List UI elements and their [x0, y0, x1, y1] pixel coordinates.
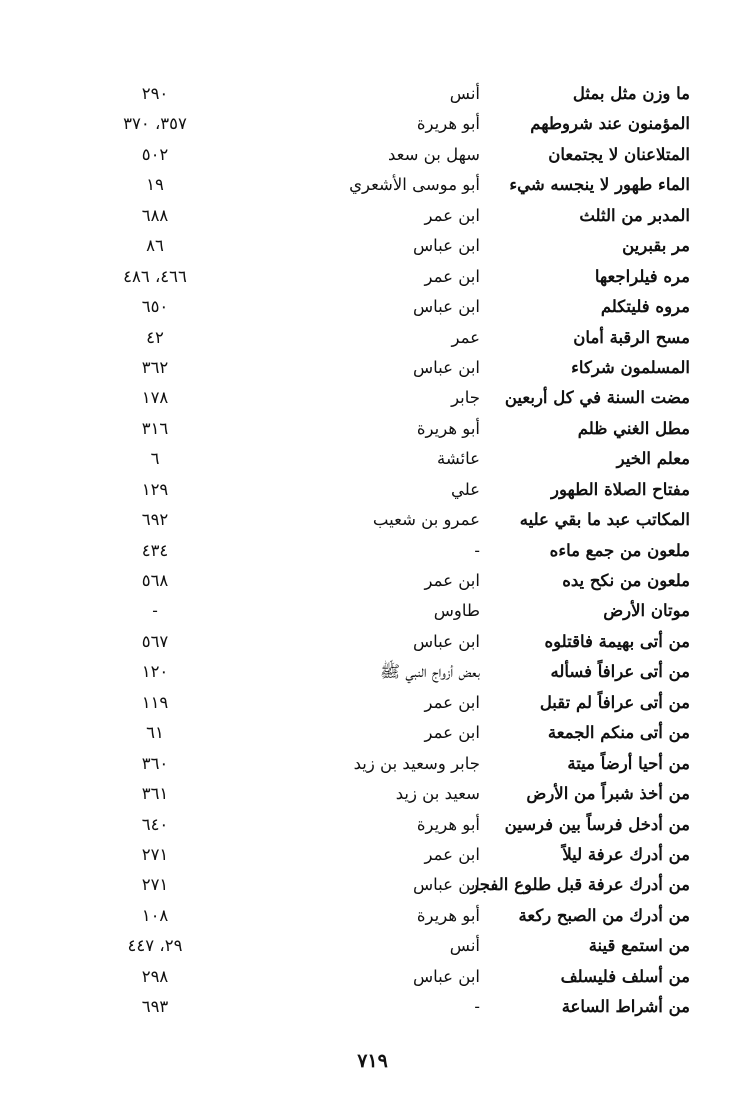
page-references: ٢٩٠: [141, 84, 169, 103]
hadith-index-table: [100, 79, 690, 1023]
page-number: ٧١٩: [357, 1050, 388, 1072]
narrator: ابن عمر: [424, 723, 480, 743]
index-row: [100, 231, 690, 261]
page-references: ٦٨٨: [141, 205, 169, 225]
narrator: ابن عمر: [424, 266, 480, 286]
narrator: ابن عباس: [413, 875, 480, 895]
narrator: أبو هريرة: [416, 418, 480, 438]
narrator: ابن عباس: [413, 357, 480, 377]
index-row: [100, 992, 690, 1022]
narrator: علي: [450, 479, 480, 499]
page-references: ٢٩٨: [141, 966, 169, 986]
index-row: [100, 749, 690, 779]
hadith-text: من أتى بهيمة فاقتلوه: [544, 631, 690, 651]
page-references: -: [152, 601, 158, 621]
hadith-text: مروه فليتكلم: [600, 297, 690, 317]
page-references: ١٧٨: [141, 388, 169, 408]
index-row: [100, 627, 690, 657]
narrator: ابن عمر: [424, 571, 480, 590]
narrator: أبو موسى الأشعري: [349, 175, 480, 195]
narrator: ابن عمر: [424, 205, 480, 225]
page-references: ٣٦٠: [141, 753, 169, 773]
page-references: ١٢٠: [141, 662, 169, 682]
hadith-text: مر بقبرين: [622, 236, 690, 256]
narrator: طاوس: [433, 601, 480, 621]
page-references: ٦٤٠: [141, 814, 169, 834]
page-references: ٦٩٣: [141, 997, 169, 1017]
hadith-text: من أدرك عرفة قبل طلوع الفجر: [470, 875, 690, 895]
index-row: [100, 657, 690, 687]
page-references: ٦٥٠: [141, 297, 169, 317]
hadith-text: من أدخل فرساً بين فرسين: [504, 814, 690, 834]
page-references: ٣٥٧، ٣٧٠: [123, 114, 187, 134]
narrator: جابر وسعيد بن زيد: [353, 753, 480, 773]
page-references: ٢٧١: [141, 844, 169, 864]
narrator: ابن عباس: [413, 631, 480, 651]
index-row: [100, 292, 690, 322]
hadith-text: المتلاعنان لا يجتمعان: [548, 144, 690, 164]
hadith-text: من أسلف فليسلف: [560, 966, 690, 986]
index-row: [100, 353, 690, 383]
narrator: أبو هريرة: [416, 114, 480, 134]
hadith-text: المدبر من الثلث: [579, 205, 690, 225]
narrator: ابن عباس: [413, 236, 480, 256]
hadith-text: من استمع قينة: [588, 936, 690, 956]
hadith-text: من أشراط الساعة: [561, 997, 690, 1017]
hadith-text: ملعون من جمع ماءه: [549, 540, 690, 560]
index-row: [100, 688, 690, 718]
index-row: [100, 596, 690, 626]
narrator: -: [474, 997, 480, 1017]
narrator: سعيد بن زيد: [395, 784, 480, 804]
page-references: ١١٩: [141, 692, 169, 712]
page-references: ١٠٨: [141, 905, 169, 925]
index-row: [100, 718, 690, 748]
page-references: ٦١: [146, 723, 164, 743]
hadith-text: من أدرك عرفة ليلاً: [562, 844, 690, 864]
page-references: ٦٩٢: [141, 510, 169, 530]
narrator: أبو هريرة: [416, 814, 480, 834]
page-references: ٤٢: [146, 327, 164, 347]
narrator: عمرو بن شعيب: [372, 510, 480, 530]
narrator: أنس: [449, 936, 480, 956]
narrator: عائشة: [436, 449, 480, 469]
page-references: ٢٧١: [141, 875, 169, 895]
index-row: [100, 79, 690, 109]
hadith-text: مره فيلراجعها: [594, 266, 690, 286]
narrator: أنس: [449, 84, 480, 103]
page-references: ٥٦٧: [141, 631, 169, 651]
hadith-text: الماء طهور لا ينجسه شيء: [509, 175, 690, 195]
index-row: [100, 870, 690, 900]
page-references: ١٩: [146, 175, 164, 195]
hadith-text: من أخذ شبراً من الأرض: [526, 784, 690, 804]
narrator: ابن عباس: [413, 966, 480, 986]
hadith-text: ما وزن مثل بمثل: [572, 84, 690, 103]
hadith-text: مطل الغني ظلم: [577, 418, 690, 438]
hadith-text: معلم الخير: [616, 449, 690, 469]
page-references: ٢٩، ٤٤٧: [127, 936, 183, 956]
index-row: [100, 840, 690, 870]
index-row: [100, 414, 690, 444]
hadith-text: موتان الأرض: [603, 601, 690, 621]
index-row: [100, 962, 690, 992]
narrator: -: [474, 540, 480, 560]
narrator: عمر: [451, 327, 480, 347]
hadith-text: من أحيا أرضاً ميتة: [567, 753, 690, 773]
narrator: أبو هريرة: [416, 905, 480, 925]
hadith-text: المسلمون شركاء: [571, 357, 690, 377]
index-row: [100, 109, 690, 139]
index-row: [100, 566, 690, 596]
index-row: [100, 901, 690, 931]
hadith-text: مفتاح الصلاة الطهور: [551, 479, 690, 499]
narrator: جابر: [451, 388, 480, 408]
index-row: [100, 810, 690, 840]
hadith-text: من أتى منكم الجمعة: [547, 723, 690, 743]
index-row: [100, 505, 690, 535]
index-row: [100, 170, 690, 200]
page-references: ٣٦١: [141, 784, 169, 804]
page-references: ٨٦: [146, 236, 164, 256]
index-row: [100, 931, 690, 961]
hadith-text: مضت السنة في كل أربعين: [504, 388, 690, 408]
index-row: [100, 140, 690, 170]
narrator: سهل بن سعد: [387, 144, 480, 164]
narrator: بعض أزواج النبي ﷺ: [380, 662, 480, 682]
page-references: ١٢٩: [141, 479, 169, 499]
hadith-text: من أدرك من الصبح ركعة: [518, 905, 690, 925]
page-references: ٥٠٢: [141, 144, 169, 164]
index-row: [100, 536, 690, 566]
narrator: ابن عمر: [424, 844, 480, 864]
index-row: [100, 262, 690, 292]
page-references: ٤٣٤: [141, 540, 169, 560]
hadith-text: من أتى عرافاً لم تقبل: [539, 692, 690, 712]
index-row: [100, 383, 690, 413]
page-references: ٦: [150, 449, 160, 469]
index-row: [100, 444, 690, 474]
page-references: ٣٦٢: [141, 357, 169, 377]
index-row: [100, 323, 690, 353]
hadith-text: ملعون من نكح يده: [562, 571, 690, 590]
page-references: ٣١٦: [141, 418, 169, 438]
hadith-text: المكاتب عبد ما بقي عليه: [519, 510, 690, 530]
narrator: ابن عمر: [424, 692, 480, 712]
narrator: ابن عباس: [413, 297, 480, 317]
hadith-text: مسح الرقبة أمان: [573, 327, 690, 347]
index-row: [100, 475, 690, 505]
hadith-text: المؤمنون عند شروطهم: [530, 114, 690, 134]
page-references: ٥٦٨: [141, 571, 169, 590]
page-references: ٤٦٦، ٤٨٦: [123, 266, 187, 286]
hadith-text: من أتى عرافاً فسأله: [550, 662, 690, 682]
index-row: [100, 779, 690, 809]
index-row: [100, 201, 690, 231]
